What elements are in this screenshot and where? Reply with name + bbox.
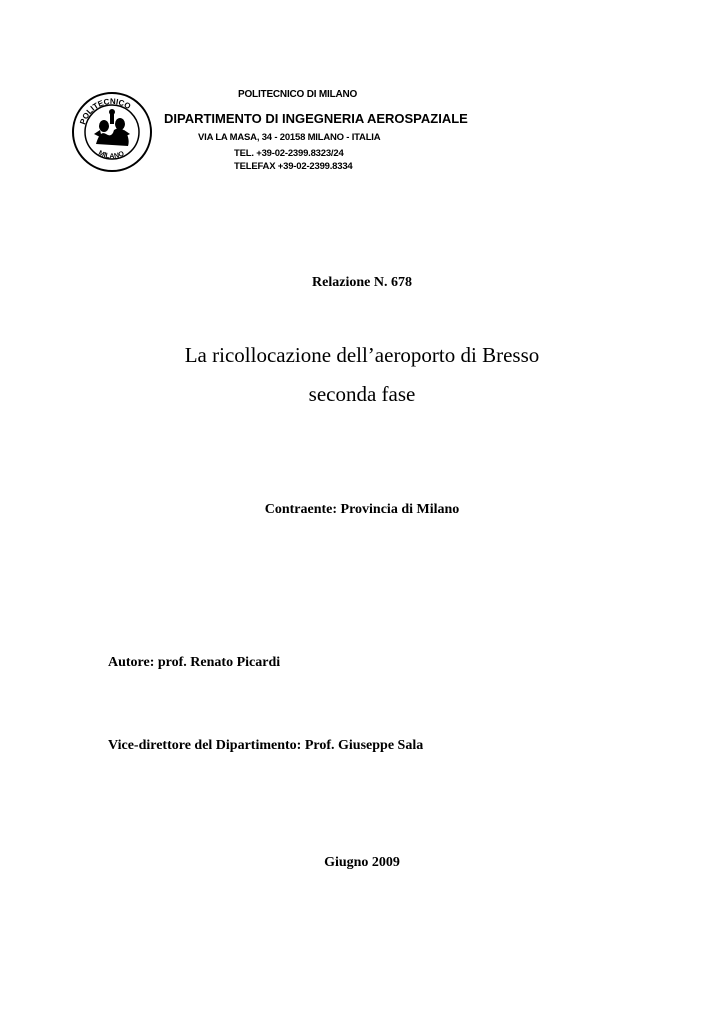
letterhead-address: VIA LA MASA, 34 - 20158 MILANO - ITALIA bbox=[198, 132, 381, 143]
seal-ring-text-bottom: MILANO bbox=[97, 149, 126, 161]
report-title-line1: La ricollocazione dell’aeroporto di Bresso bbox=[184, 343, 540, 367]
seal-ring-text-top: POLITECNICO bbox=[78, 96, 133, 126]
letterhead-department: DIPARTIMENTO DI INGEGNERIA AEROSPAZIALE bbox=[164, 111, 468, 126]
report-title-line2: seconda fase bbox=[308, 382, 416, 406]
politecnico-seal-logo bbox=[70, 90, 154, 174]
svg-text:MILANO bbox=[97, 150, 126, 160]
letterhead-university: POLITECNICO DI MILANO bbox=[238, 89, 358, 100]
letterhead-telefax: TELEFAX +39-02-2399.8334 bbox=[234, 161, 353, 172]
letterhead-telephone: TEL. +39-02-2399.8323/24 bbox=[234, 148, 344, 159]
report-contractor: Contraente: Provincia di Milano bbox=[264, 502, 460, 517]
report-author: Autore: prof. Renato Picardi bbox=[108, 655, 281, 670]
report-number: Relazione N. 678 bbox=[312, 275, 412, 290]
report-vice-director: Vice-direttore del Dipartimento: Prof. Giuseppe Sala bbox=[108, 738, 424, 753]
report-date: Giugno 2009 bbox=[324, 855, 400, 870]
